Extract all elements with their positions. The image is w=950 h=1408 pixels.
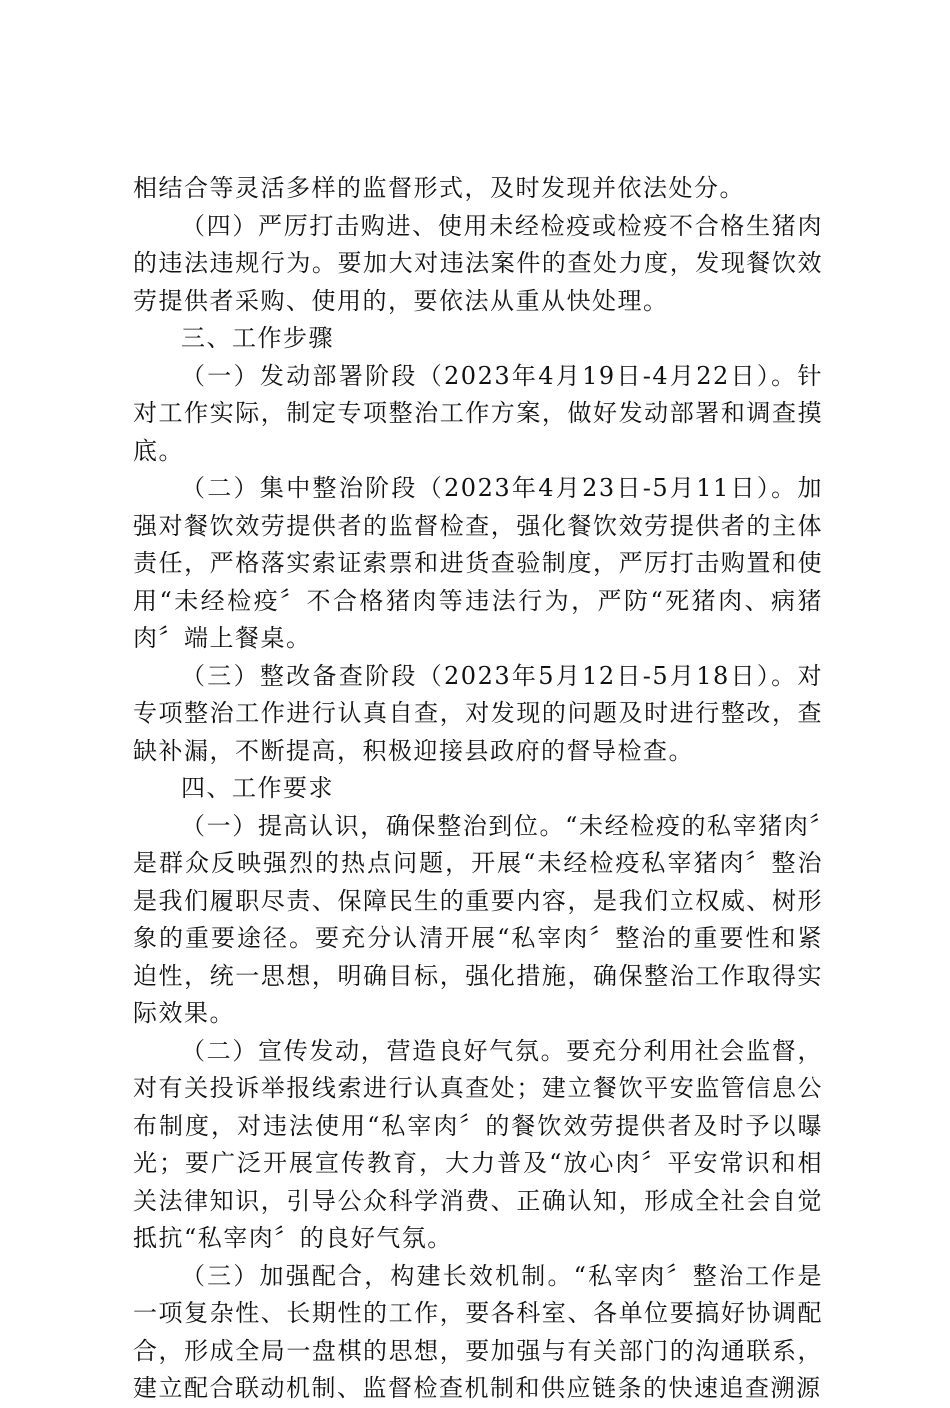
paragraph-requirement-1: （一）提高认识，确保整治到位。“未经检疫的私宰猪肉〞是群众反映强烈的热点问题，开展“未经检疫私宰猪肉〞整治是我们履职尽责、保障民生的重要内容，是我们立权威、树形象的重要途径。要充分认清开展“私宰肉〞整治的重要性和紧迫性，统一思想，明确目标，强化措施，确保整治工作取得实际效果。 (133, 811, 823, 1027)
document-body (133, 170, 823, 1408)
paragraph-step-1: （一）发动部署阶段（2023年4月19日-4月22日）。针对工作实际，制定专项整治工作方案，做好发动部署和调查摸底。 (133, 361, 823, 465)
section-heading-work-requirements: 四、工作要求 (181, 774, 334, 802)
paragraph-step-3: （三）整改备查阶段（2023年5月12日-5月18日）。对专项整治工作进行认真自查，对发现的问题及时进行整改，查缺补漏，不断提高，积极迎接县政府的督导检查。 (133, 661, 823, 765)
section-heading-work-steps: 三、工作步骤 (181, 324, 334, 352)
paragraph-item-4: （四）严厉打击购进、使用未经检疫或检疫不合格生猪肉的违法违规行为。要加大对违法案件的查处力度，发现餐饮效劳提供者采购、使用的，要依法从重从快处理。 (133, 211, 823, 315)
paragraph-requirement-3: （三）加强配合，构建长效机制。“私宰肉〞整治工作是一项复杂性、长期性的工作，要各科室、各单位要搞好协调配合，形成全局一盘棋的思想，要加强与有关部门的沟通联系，建立配合联动机制、监督检查机制和供应链条的快速追查溯源 (133, 1261, 823, 1402)
paragraph-step-2: （二）集中整治阶段（2023年4月23日-5月11日）。加强对餐饮效劳提供者的监督检查，强化餐饮效劳提供者的主体责任，严格落实索证索票和进货查验制度，严厉打击购置和使用“未经检疫〞不合格猪肉等违法行为，严防“死猪肉、病猪肉〞端上餐桌。 (133, 474, 823, 652)
paragraph-requirement-2: （二）宣传发动，营造良好气氛。要充分利用社会监督，对有关投诉举报线索进行认真查处；建立餐饮平安监管信息公布制度，对违法使用“私宰肉〞的餐饮效劳提供者及时予以曝光；要广泛开展宣传教育，大力普及“放心肉〞平安常识和相关法律知识，引导公众科学消费、正确认知，形成全社会自觉抵抗“私宰肉〞的良好气氛。 (133, 1036, 823, 1252)
paragraph-continuation: 相结合等灵活多样的监督形式，及时发现并依法处分。 (133, 174, 745, 202)
